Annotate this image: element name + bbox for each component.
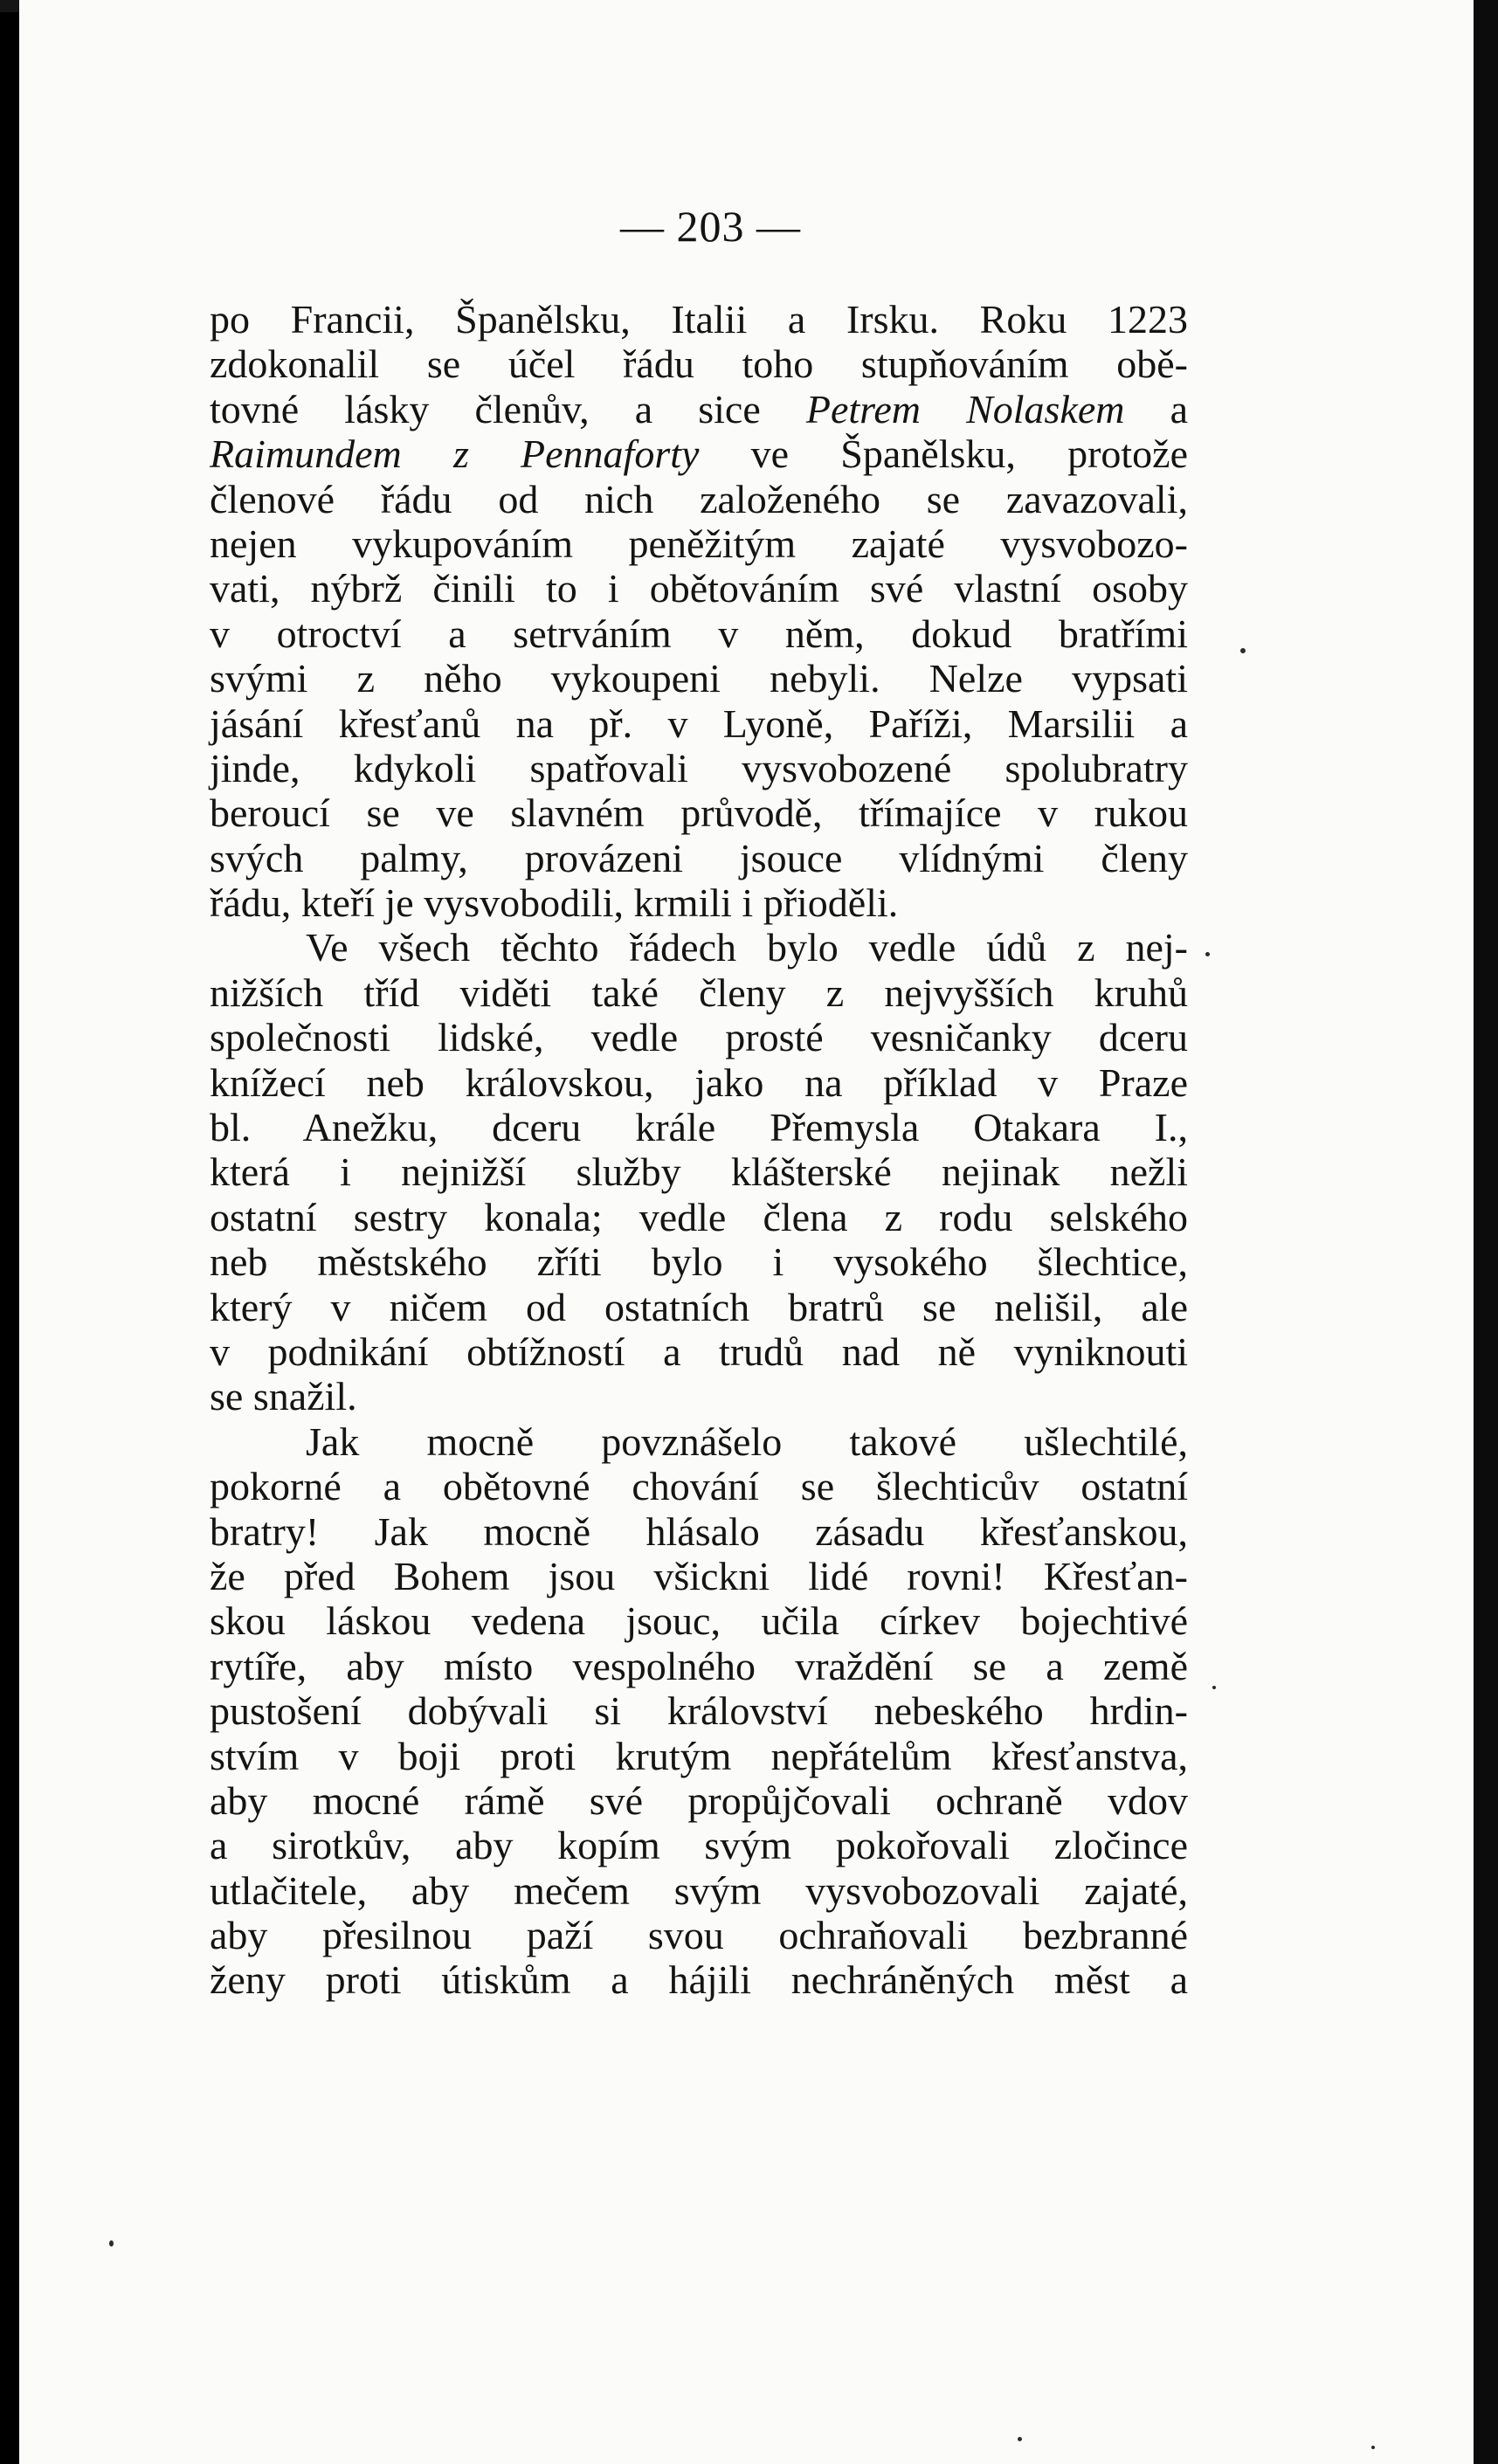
text-line: knížecí neb královskou, jako na příklad v Praze bbox=[210, 1059, 1188, 1105]
text-line: zdokonalil se účel řádu toho stupňováním obě- bbox=[210, 342, 1188, 387]
text-line: utlačitele, aby mečem svým vysvobozovali zajaté, bbox=[210, 1867, 1188, 1913]
text-line: v otroctví a setrváním v něm, dokud bratřími bbox=[210, 611, 1188, 656]
text-line: vati, nýbrž činili to i obětováním své vlastní osoby bbox=[210, 566, 1188, 611]
text-line: pustošení dobývali si království nebeského hrdin- bbox=[210, 1688, 1188, 1734]
text-line: která i nejnižší služby klášterské nejinak nežli bbox=[210, 1149, 1188, 1195]
text-line: beroucí se ve slavném průvodě, třímajíce v rukou bbox=[210, 790, 1188, 836]
text-span: tovné lásky členův, a sice bbox=[210, 386, 806, 431]
text-line: pokorné a obětovné chování se šlechticův ostatní bbox=[210, 1464, 1188, 1509]
text-line: stvím v boji proti krutým nepřátelům křesťanstva, bbox=[210, 1733, 1188, 1778]
text-line: se snažil. bbox=[210, 1374, 357, 1419]
scan-edge-right bbox=[1474, 0, 1498, 2464]
text-line: svými z něho vykoupeni nebyli. Nelze vypsati bbox=[210, 656, 1188, 701]
text-line: ostatní sestry konala; vedle člena z rodu selského bbox=[210, 1194, 1188, 1239]
text-line: skou láskou vedena jsouc, učila církev bojechtivé bbox=[210, 1598, 1188, 1644]
text-line: ženy proti útiskům a hájili nechráněných měst a bbox=[210, 1957, 1188, 2003]
scan-speck bbox=[109, 2240, 114, 2247]
text-line: jásání křesťanů na př. v Lyoně, Paříži, Marsilii a bbox=[210, 701, 1188, 746]
page-number: — 203 — bbox=[620, 202, 801, 251]
text-line bbox=[210, 387, 1188, 431]
text-line: společnosti lidské, vedle prosté vesničanky dceru bbox=[210, 1015, 1188, 1060]
text-line: aby přesilnou paží svou ochraňovali bezbranné bbox=[210, 1913, 1188, 1958]
text-line: Ve všech těchto řádech bylo vedle údů z nej- bbox=[306, 925, 1188, 970]
scan-speck bbox=[1205, 952, 1210, 956]
italic-name: Raimundem z Pennaforty bbox=[210, 431, 700, 477]
text-line: nižších tříd viděti také členy z nejvyšších kruhů bbox=[210, 970, 1188, 1015]
text-line: řádu, kteří je vysvobodili, krmili i přioděli. bbox=[210, 880, 899, 926]
text-line: rytíře, aby místo vespolného vraždění se a země bbox=[210, 1643, 1188, 1688]
text-line: a sirotkův, aby kopím svým pokořovali zločince bbox=[210, 1823, 1188, 1868]
italic-name: Petrem Nolaskem bbox=[805, 386, 1125, 431]
text-line: členové řádu od nich založeného se zavazovali, bbox=[210, 476, 1188, 521]
scan-speck bbox=[1371, 2446, 1375, 2449]
text-line: neb městského zříti bylo i vysokého šlechtice, bbox=[210, 1239, 1188, 1285]
text-line: Jak mocně povznášelo takové ušlechtilé, bbox=[306, 1418, 1188, 1464]
text-line: že před Bohem jsou všickni lidé rovni! Křesťan- bbox=[210, 1553, 1188, 1598]
scan-speck bbox=[1018, 2437, 1022, 2441]
text-line: po Francii, Španělsku, Italii a Irsku. Roku 1223 bbox=[210, 297, 1188, 342]
scan-speck bbox=[1240, 648, 1246, 653]
text-line: nejen vykupováním peněžitým zajaté vysvobozo- bbox=[210, 521, 1188, 566]
text-line: svých palmy, provázeni jsouce vlídnými členy bbox=[210, 835, 1188, 880]
body-text bbox=[210, 297, 1188, 2003]
scan-speck bbox=[1212, 1686, 1216, 1689]
text-line: který v ničem od ostatních bratrů se nelišil, ale bbox=[210, 1284, 1188, 1329]
text-line: bl. Anežku, dceru krále Přemysla Otakara I., bbox=[210, 1105, 1188, 1150]
text-line: v podnikání obtížností a trudů nad ně vyniknouti bbox=[210, 1329, 1188, 1374]
text-line: aby mocné rámě své propůjčovali ochraně vdov bbox=[210, 1777, 1188, 1823]
text-span: a bbox=[1124, 386, 1188, 431]
text-line: jinde, kdykoli spatřovali vysvobozené spolubratry bbox=[210, 745, 1188, 790]
text-span: ve Španělsku, protože bbox=[699, 431, 1188, 477]
text-line: bratry! Jak mocně hlásalo zásadu křesťanskou, bbox=[210, 1508, 1188, 1554]
text-line bbox=[210, 431, 1188, 476]
